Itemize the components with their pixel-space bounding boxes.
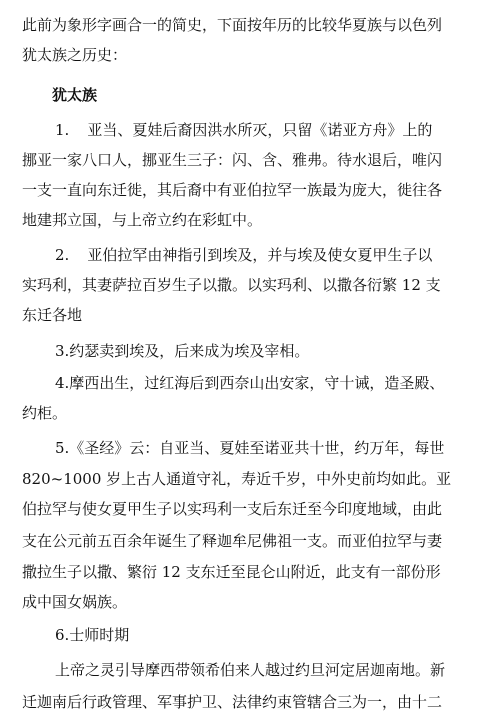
text-line: 上帝之灵引导摩西带领希伯来人越过约旦河定居迦南地。新 <box>55 661 446 679</box>
section-heading: 犹太族 <box>52 86 98 104</box>
list-number: 1. <box>55 121 70 139</box>
list-item: 4.摩西出生，过红海后到西奈山出安家，守十诫，造圣殿、 <box>55 374 445 392</box>
text-line: 撒拉生子以撒、繁衍 12 支东迁至昆仑山附近，此支有一部份形 <box>22 563 441 581</box>
text-line: 820~1000 岁上古人通道守礼，寿近千岁，中外史前均如此。亚 <box>22 470 452 488</box>
list-text: 亚当、夏娃后裔因洪水所灭，只留《诺亚方舟》上的 <box>87 121 433 139</box>
list-number: 2. <box>55 246 70 264</box>
list-item: 6.士师时期 <box>55 626 130 644</box>
text-line <box>55 240 478 270</box>
text-line: 迁迦南后行政管理、军事护卫、法律约束管辖合三为一，由十二 <box>22 693 443 711</box>
text-line: 挪亚一家八口人，挪亚生三子：闪、含、雅弗。待水退后，唯闪 <box>22 151 443 169</box>
text-line: 此前为象形字画合一的简史，下面按年历的比较华夏族与以色列 <box>22 16 443 34</box>
list-item: 5.《圣经》云：自亚当、夏娃至诺亚共十世，约万年，每世 <box>55 439 445 457</box>
text-line <box>55 115 478 145</box>
text-line: 成中国女娲族。 <box>22 593 128 611</box>
list-text: 亚伯拉罕由神指引到埃及，并与埃及使女夏甲生子以 <box>87 246 433 264</box>
list-item: 3.约瑟卖到埃及，后来成为埃及宰相。 <box>55 342 310 360</box>
text-line: 支在公元前五百余年诞生了释迦牟尼佛祖一支。而亚伯拉罕与妻 <box>22 532 443 550</box>
text-line: 犹太族之历史： <box>22 46 128 64</box>
text-line: 东迁各地 <box>22 306 83 324</box>
text-line: 伯拉罕与使女夏甲生子以实玛利一支后东迁至今印度地域，由此 <box>22 500 443 518</box>
text-line: 实玛利，其妻萨拉百岁生子以撒。以实玛利、以撒各衍繁 12 支 <box>22 276 441 294</box>
text-line: 地建邦立国，与上帝立约在彩虹中。 <box>22 211 263 229</box>
text-line: 约柜。 <box>22 404 68 422</box>
text-line: 一支一直向东迁徙，其后裔中有亚伯拉罕一族最为庞大，徙往各 <box>22 181 443 199</box>
